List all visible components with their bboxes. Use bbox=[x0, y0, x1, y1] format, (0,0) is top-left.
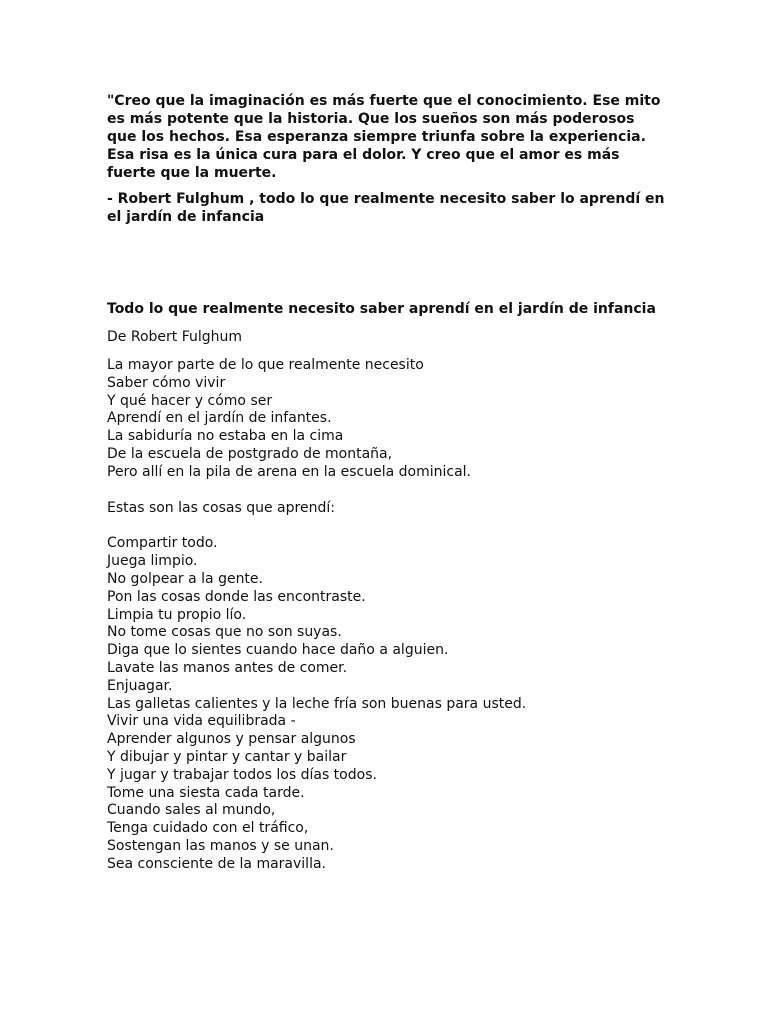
poem-line: De la escuela de postgrado de montaña, bbox=[107, 445, 393, 462]
poem-line: Y qué hacer y cómo ser bbox=[107, 392, 273, 409]
lesson-line: Las galletas calientes y la leche fría son buenas para usted. bbox=[107, 695, 527, 712]
lesson-line: No golpear a la gente. bbox=[107, 570, 263, 587]
poem-list-heading: Estas son las cosas que aprendí: bbox=[107, 499, 335, 516]
poem-author: De Robert Fulghum bbox=[107, 329, 243, 345]
document-body bbox=[107, 92, 667, 874]
lesson-line: Diga que lo sientes cuando hace daño a alguien. bbox=[107, 642, 449, 659]
poem-intro-stanza bbox=[107, 357, 667, 482]
lesson-line: Sostengan las manos y se unan. bbox=[107, 837, 334, 854]
poem-lessons-list bbox=[107, 535, 667, 873]
quote-text: "Creo que la imaginación es más fuerte que el conocimiento. Ese mito es más potente que la historia. Que los sueños son más poderosos que los hechos. Esa esperanza siempre triunfa sobre la experiencia. Esa risa es la única cura para el dolor. Y creo que el amor es más fuerte que la muerte. bbox=[107, 93, 661, 181]
lesson-line: Y dibujar y pintar y cantar y bailar bbox=[107, 748, 347, 765]
lesson-line: Tome una siesta cada tarde. bbox=[107, 784, 305, 801]
lesson-line: Tenga cuidado con el tráfico, bbox=[107, 820, 309, 837]
lesson-line: Enjuagar. bbox=[107, 677, 173, 694]
poem-title: Todo lo que realmente necesito saber aprendí en el jardín de infancia bbox=[107, 301, 656, 317]
poem-line: Pero allí en la pila de arena en la escuela dominical. bbox=[107, 463, 471, 480]
lesson-line: Cuando sales al mundo, bbox=[107, 802, 276, 819]
lesson-line: Limpia tu propio lío. bbox=[107, 606, 247, 623]
lesson-line: Juega limpio. bbox=[107, 553, 198, 570]
poem-line: La mayor parte de lo que realmente necesito bbox=[107, 357, 424, 373]
lesson-line: Sea consciente de la maravilla. bbox=[107, 855, 326, 872]
lesson-line: Pon las cosas donde las encontraste. bbox=[107, 588, 366, 605]
lesson-line: Vivir una vida equilibrada - bbox=[107, 713, 296, 730]
lesson-line: Y jugar y trabajar todos los días todos. bbox=[107, 766, 377, 783]
poem-line: La sabiduría no estaba en la cima bbox=[107, 428, 344, 445]
lesson-line: Aprender algunos y pensar algunos bbox=[107, 731, 356, 748]
lesson-line: Lavate las manos antes de comer. bbox=[107, 659, 348, 676]
poem-line: Saber cómo vivir bbox=[107, 374, 226, 391]
lesson-line: No tome cosas que no son suyas. bbox=[107, 624, 342, 641]
lesson-line: Compartir todo. bbox=[107, 535, 218, 552]
poem-list-heading-block bbox=[107, 500, 667, 518]
quote-attribution: - Robert Fulghum , todo lo que realmente necesito saber lo aprendí en el jardín de infancia bbox=[107, 191, 665, 225]
poem-line: Aprendí en el jardín de infantes. bbox=[107, 410, 332, 427]
